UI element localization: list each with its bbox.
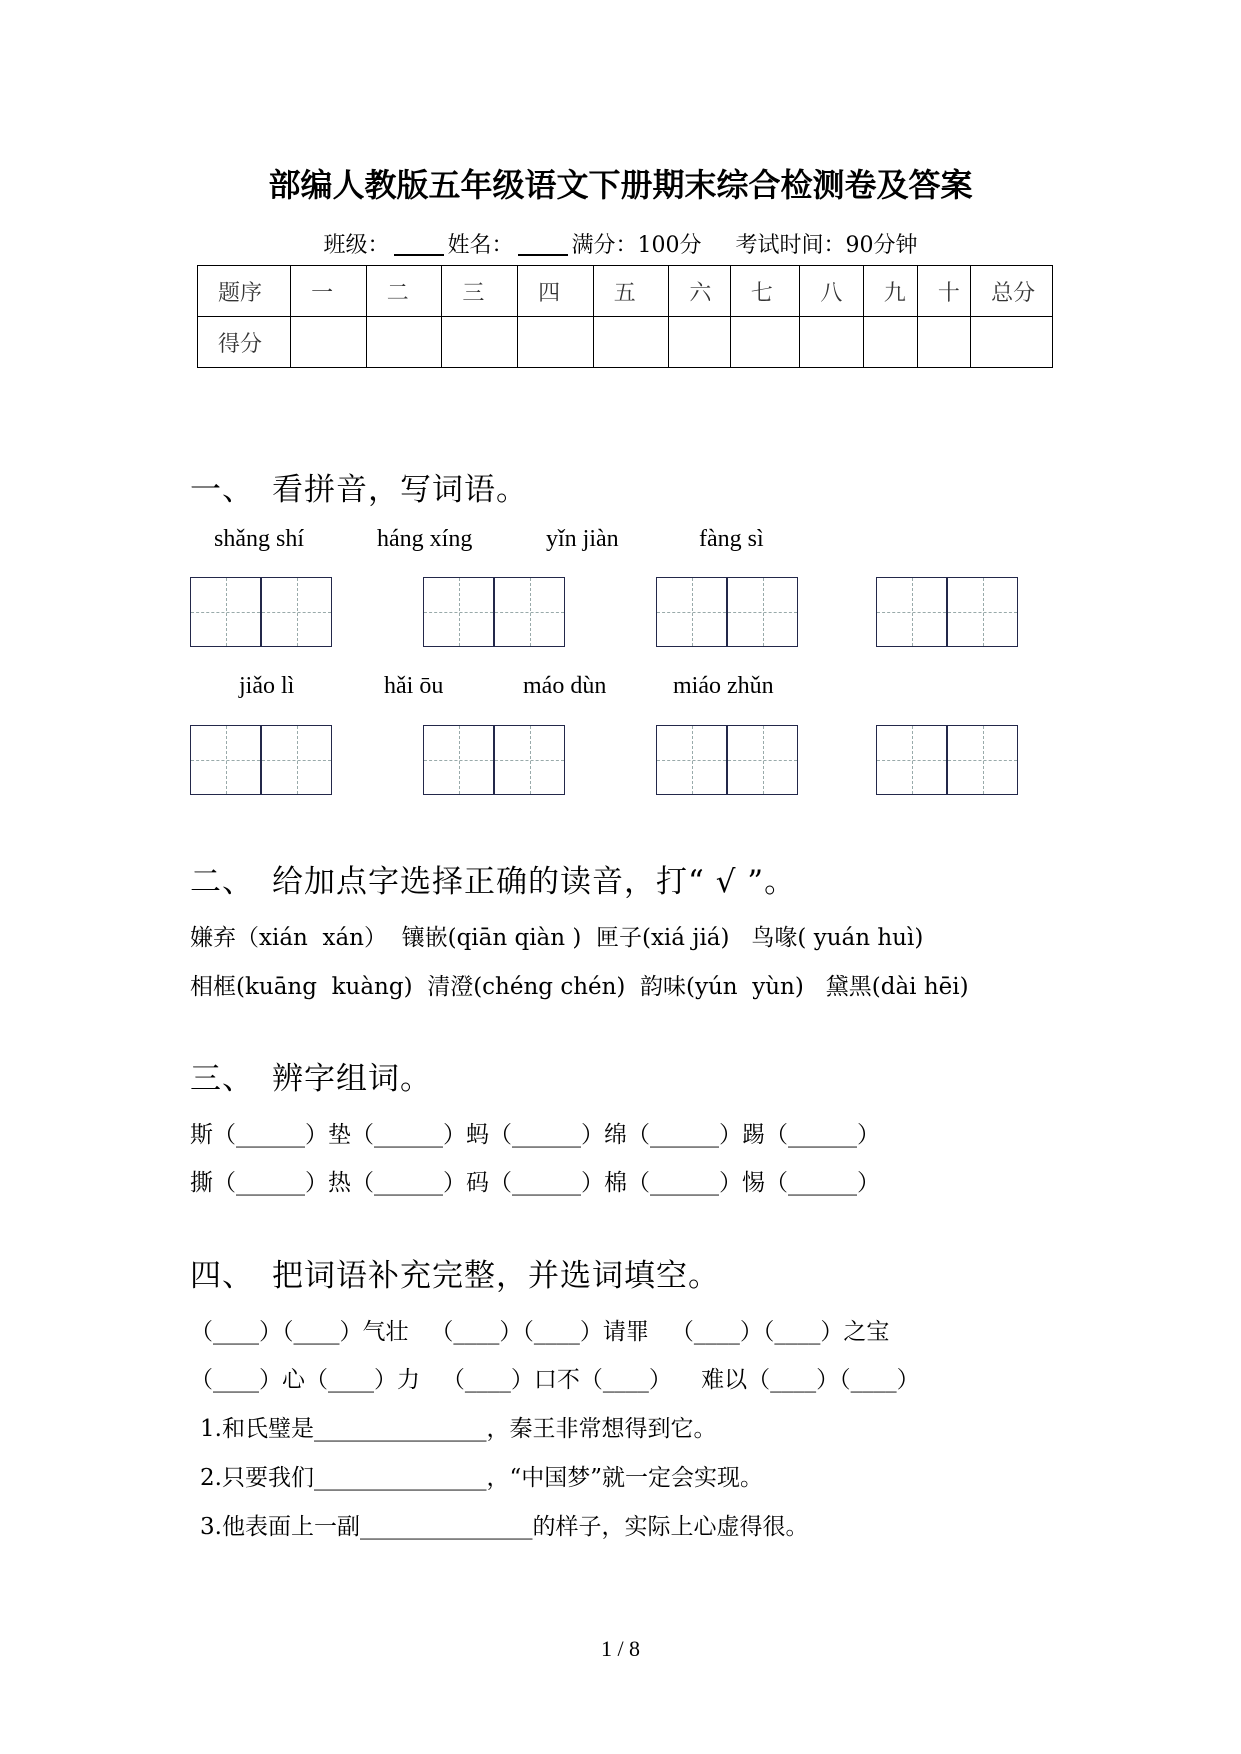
pinyin-1-3: yǐn jiàn — [546, 526, 619, 552]
page-number: 1 / 8 — [600, 1636, 641, 1661]
score-cell[interactable] — [291, 317, 367, 368]
score-cell[interactable] — [366, 317, 442, 368]
score-header-cell: 三 — [442, 266, 518, 317]
score-header-cell: 一 — [291, 266, 367, 317]
score-table-score-row — [198, 317, 1053, 368]
class-label: 班级： — [323, 233, 390, 258]
section1-title: 看拼音，写词语。 — [272, 472, 528, 508]
section4-question3: 3.他表面上一副_______________的样子，实际上心虚得很。 — [200, 1514, 809, 1540]
section4-question2: 2.只要我们_______________，“中国梦”就一定会实现。 — [200, 1465, 763, 1491]
section3-line2: 撕（______）热（______）码（______）棉（______）惕（______） — [190, 1170, 880, 1196]
score-header-cell: 十 — [917, 266, 970, 317]
score-table — [197, 265, 1053, 368]
score-cell[interactable] — [669, 317, 730, 368]
section3-line1: 斯（______）垫（______）蚂（______）绵（______）踢（______） — [190, 1122, 880, 1148]
writing-grid[interactable] — [656, 577, 798, 647]
score-header-cell: 九 — [863, 266, 917, 317]
section3-number: 三、 — [190, 1061, 254, 1097]
section2-number: 二、 — [190, 864, 254, 900]
pinyin-1-1: shǎng shí — [214, 526, 304, 552]
pinyin-1-4: fàng sì — [699, 526, 764, 552]
score-header-cell: 五 — [593, 266, 669, 317]
section3-heading — [190, 1053, 432, 1098]
page-title: 部编人教版五年级语文下册期末综合检测卷及答案 — [268, 166, 973, 204]
score-cell[interactable] — [730, 317, 800, 368]
score-cell[interactable] — [917, 317, 970, 368]
exam-info — [0, 228, 1241, 259]
writing-grid[interactable] — [876, 725, 1018, 795]
score-table-header-row — [198, 266, 1053, 317]
score-cell[interactable] — [863, 317, 917, 368]
score-cell[interactable] — [971, 317, 1053, 368]
section2-line1: 嫌弃（xián xán） 镶嵌(qiān qiàn ) 匣子(xiá jiá) 鸟喙( yuán huì) — [190, 925, 924, 951]
score-header-cell: 四 — [518, 266, 594, 317]
score-header-cell: 总分 — [971, 266, 1053, 317]
score-cell[interactable] — [518, 317, 594, 368]
section3-title: 辨字组词。 — [272, 1061, 432, 1097]
section4-number: 四、 — [190, 1258, 254, 1294]
score-cell[interactable] — [442, 317, 518, 368]
writing-grid[interactable] — [190, 577, 332, 647]
score-header-cell: 八 — [800, 266, 863, 317]
class-blank[interactable] — [394, 234, 444, 256]
score-header-cell: 题序 — [198, 266, 291, 317]
score-row-label: 得分 — [198, 317, 291, 368]
pinyin-2-4: miáo zhǔn — [673, 673, 774, 699]
section1-number: 一、 — [190, 472, 254, 508]
full-score: 满分：100分 — [571, 233, 702, 258]
section4-line2: （____）心（____）力 （____）口不（____） 难以（____）（____） — [190, 1367, 920, 1393]
writing-grid[interactable] — [876, 577, 1018, 647]
writing-grid[interactable] — [656, 725, 798, 795]
writing-grid[interactable] — [423, 577, 565, 647]
section2-title: 给加点字选择正确的读音，打“ √ ”。 — [272, 864, 797, 900]
name-blank[interactable] — [518, 234, 568, 256]
exam-time: 考试时间：90分钟 — [735, 233, 918, 258]
section4-line1: （____）（____）气壮 （____）（____）请罪 （____）（____）之宝 — [190, 1319, 890, 1345]
pinyin-2-2: hǎi ōu — [384, 673, 444, 699]
section4-title: 把词语补充完整，并选词填空。 — [272, 1258, 720, 1294]
name-label: 姓名： — [447, 233, 514, 258]
writing-grid[interactable] — [423, 725, 565, 795]
section4-question1: 1.和氏璧是_______________，秦王非常想得到它。 — [200, 1416, 717, 1442]
pinyin-1-2: háng xíng — [377, 526, 473, 552]
pinyin-2-3: máo dùn — [523, 673, 607, 699]
score-header-cell: 二 — [366, 266, 442, 317]
score-header-cell: 七 — [730, 266, 800, 317]
score-cell[interactable] — [800, 317, 863, 368]
section2-heading — [190, 856, 796, 901]
pinyin-2-1: jiǎo lì — [239, 673, 295, 699]
score-cell[interactable] — [593, 317, 669, 368]
writing-grid[interactable] — [190, 725, 332, 795]
section1-heading — [190, 464, 528, 509]
section4-heading — [190, 1250, 720, 1295]
section2-line2: 相框(kuāng kuàng) 清澄(chéng chén) 韵味(yún yùn) 黛黑(dài hēi) — [190, 974, 969, 1000]
score-header-cell: 六 — [669, 266, 730, 317]
